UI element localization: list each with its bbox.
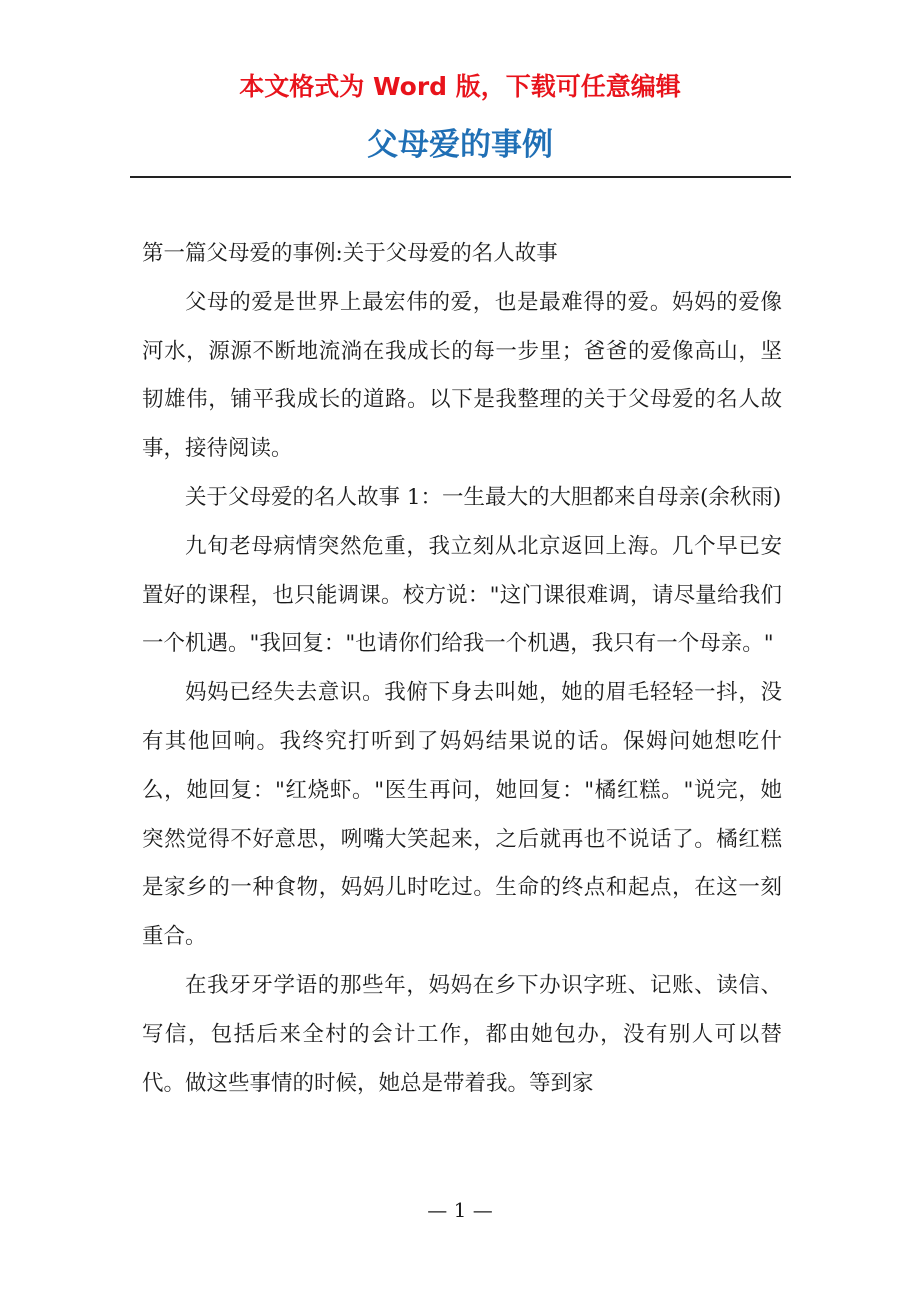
paragraph: 九旬老母病情突然危重，我立刻从北京返回上海。几个早已安置好的课程，也只能调课。校方说："这门课很难调，请尽量给我们一个机遇。"我回复："也请你们给我一个机遇，我只有一个母亲。" — [142, 533, 782, 657]
document-body — [142, 230, 782, 1108]
document-title: 父母爱的事例 — [367, 127, 553, 163]
paragraph: 关于父母爱的名人故事 1：一生最大的大胆都来自母亲(余秋雨) — [185, 484, 782, 510]
format-notice: 本文格式为 Word 版，下载可任意编辑 — [239, 72, 681, 101]
title-divider — [130, 176, 791, 178]
paragraph: 父母的爱是世界上最宏伟的爱，也是最难得的爱。妈妈的爱像河水，源源不断地流淌在我成长的每一步里；爸爸的爱像高山，坚韧雄伟，铺平我成长的道路。以下是我整理的关于父母爱的名人故事，接待阅读。 — [142, 289, 782, 462]
paragraph: 妈妈已经失去意识。我俯下身去叫她，她的眉毛轻轻一抖，没有其他回响。我终究打听到了妈妈结果说的话。保姆问她想吃什么，她回复："红烧虾。"医生再问，她回复："橘红糕。"说完，她突然觉得不好意思，咧嘴大笑起来，之后就再也不说话了。橘红糕是家乡的一种食物，妈妈儿时吃过。生命的终点和起点，在这一刻重合。 — [142, 680, 782, 950]
section-heading: 第一篇父母爱的事例:关于父母爱的名人故事 — [142, 241, 558, 266]
paragraph: 在我牙牙学语的那些年，妈妈在乡下办识字班、记账、读信、写信，包括后来全村的会计工作，都由她包办，没有别人可以替代。做这些事情的时候，她总是带着我。等到家 — [142, 972, 782, 1096]
page-number: — 1 — — [427, 1198, 493, 1222]
